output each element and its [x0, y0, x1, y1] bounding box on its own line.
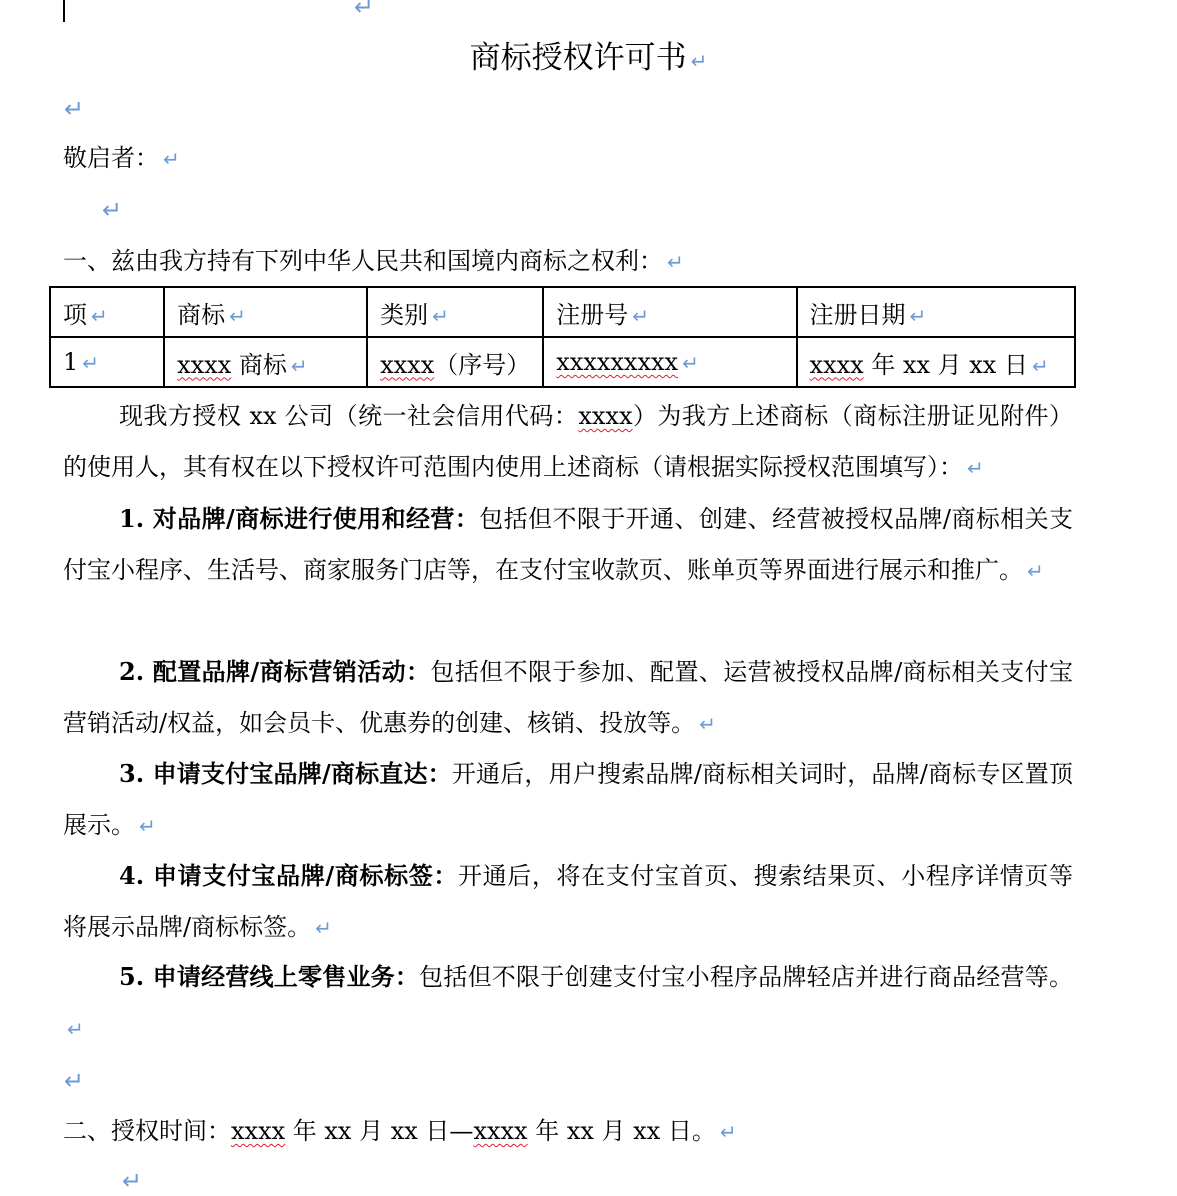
paragraph-mark-icon: ↵ [1027, 559, 1044, 583]
paragraph-mark-icon: ↵ [354, 0, 375, 21]
scope-item-4[interactable]: 4. 申请支付宝品牌/商标标签：开通后，将在支付宝首页、搜索结果页、小程序详情页等将展示品牌/商标标签。 ↵ [63, 861, 1073, 941]
cell-mark-icon: ↵ [682, 351, 699, 375]
table-cell[interactable]: xxxx（序号） [367, 337, 543, 387]
table-cell[interactable]: xxxxxxxxx ↵ [543, 337, 796, 387]
greeting[interactable]: 敬启者： ↵ [63, 144, 180, 172]
table-header-row [50, 287, 1075, 337]
scope-item-2[interactable]: 2. 配置品牌/商标营销活动：包括但不限于参加、配置、运营被授权品牌/商标相关支付宝营销活动/权益，如会员卡、优惠券的创建、核销、投放等。 ↵ [63, 657, 1073, 737]
paragraph-mark-icon: ↵ [690, 49, 708, 73]
cell-mark-icon: ↵ [432, 303, 449, 328]
table-header-cell[interactable]: 项 ↵ [50, 287, 164, 337]
cell-mark-icon: ↵ [290, 353, 308, 378]
scope-item-5[interactable]: 5. 申请经营线上零售业务：包括但不限于创建支付宝小程序品牌轻店并进行商品经营等。↵ [67, 962, 1073, 1041]
paragraph-mark-icon: ↵ [315, 916, 332, 940]
section2-authorization-time[interactable]: 二、授权时间：xxxx 年 xx 月 xx 日—xxxx 年 xx 月 xx 日。 ↵ [63, 1117, 737, 1145]
paragraph-mark-icon: ↵ [719, 1120, 737, 1144]
grant-paragraph[interactable]: 现我方授权 xx 公司（统一社会信用代码：xxxx）为我方上述商标（商标注册证见附件）的使用人，其有权在以下授权许可范围内使用上述商标（请根据实际授权范围填写）： ↵ [63, 402, 1074, 481]
section1-heading[interactable]: 一、兹由我方持有下列中华人民共和国境内商标之权利： ↵ [63, 247, 684, 275]
paragraph-mark-icon: ↵ [64, 95, 85, 123]
cell-mark-icon: ↵ [91, 303, 108, 328]
paragraph-mark-icon: ↵ [967, 456, 984, 480]
text-cursor [63, 0, 65, 22]
paragraph-mark-icon: ↵ [163, 147, 180, 171]
cell-mark-icon: ↵ [909, 303, 927, 328]
scope-item-1[interactable]: 1. 对品牌/商标进行使用和经营：包括但不限于开通、创建、经营被授权品牌/商标相关支付宝小程序、生活号、商家服务门店等，在支付宝收款页、账单页等界面进行展示和推广。 ↵ [63, 504, 1073, 584]
cell-mark-icon: ↵ [82, 351, 100, 375]
cell-mark-icon: ↵ [229, 303, 246, 328]
table-header-cell[interactable]: 商标 ↵ [164, 287, 367, 337]
paragraph-mark-icon: ↵ [139, 814, 156, 838]
cell-mark-icon: ↵ [1031, 353, 1049, 378]
table-row [50, 337, 1075, 387]
paragraph-mark-icon: ↵ [122, 1167, 143, 1195]
table-cell[interactable]: xxxx 年 xx 月 xx 日 ↵ [797, 337, 1075, 387]
scope-item-3[interactable]: 3. 申请支付宝品牌/商标直达：开通后，用户搜索品牌/商标相关词时，品牌/商标专区置顶展示。 ↵ [63, 759, 1073, 839]
paragraph-mark-icon: ↵ [102, 196, 123, 224]
document-title[interactable]: 商标授权许可书 ↵ [469, 40, 708, 76]
table-cell[interactable]: 1 ↵ [50, 337, 164, 387]
paragraph-mark-icon: ↵ [667, 250, 684, 274]
cell-mark-icon: ↵ [632, 303, 649, 328]
trademark-table[interactable] [49, 286, 1076, 388]
table-header-cell[interactable]: 注册号 ↵ [543, 287, 796, 337]
table-cell[interactable]: xxxx 商标 ↵ [164, 337, 367, 387]
paragraph-mark-icon: ↵ [67, 1017, 84, 1041]
paragraph-mark-icon: ↵ [699, 712, 716, 736]
table-header-cell[interactable]: 注册日期 ↵ [797, 287, 1075, 337]
table-header-cell[interactable]: 类别 ↵ [367, 287, 543, 337]
paragraph-mark-icon: ↵ [64, 1067, 85, 1095]
